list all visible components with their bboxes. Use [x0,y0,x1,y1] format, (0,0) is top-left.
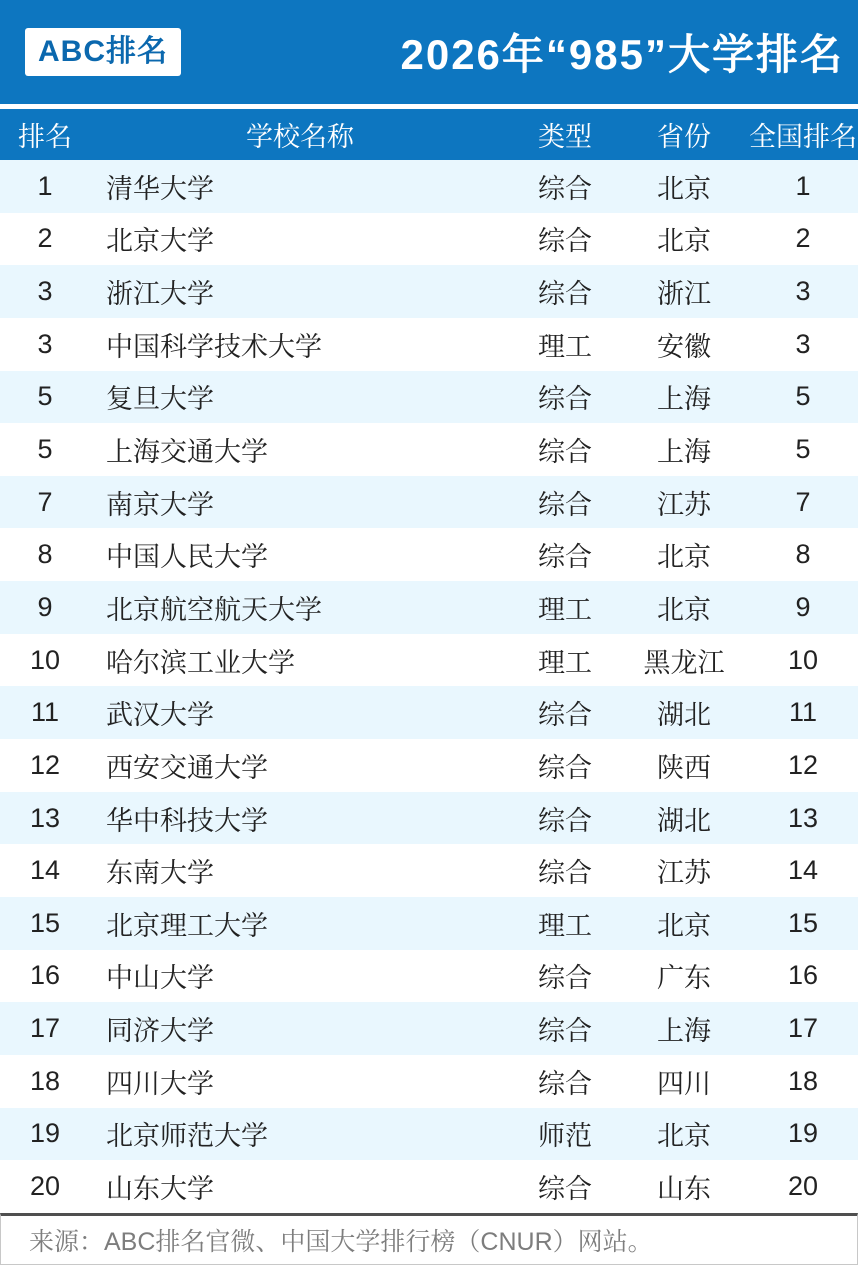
school-name-cell: 华中科技大学 [106,805,268,836]
national-rank-cell: 7 [795,486,811,517]
province-cell: 上海 [657,1016,711,1047]
province-cell: 北京 [657,173,711,204]
province-cell: 广东 [657,963,711,994]
national-rank-cell: 9 [795,591,811,622]
school-name-cell: 北京理工大学 [106,910,268,941]
table-body [0,160,858,1213]
rank-cell: 14 [29,855,61,886]
national-rank-cell: 5 [795,434,811,465]
school-name-cell: 武汉大学 [106,700,214,731]
school-name-cell: 中国人民大学 [106,542,268,573]
type-cell: 综合 [538,489,592,520]
national-rank-cell: 20 [787,1170,819,1201]
rank-cell: 3 [37,328,53,359]
province-cell: 陕西 [657,752,711,783]
province-cell: 北京 [657,594,711,625]
school-name-cell: 上海交通大学 [106,437,268,468]
national-rank-cell: 8 [795,539,811,570]
table-row [0,528,858,581]
table-row [0,739,858,792]
national-rank-cell: 3 [795,276,811,307]
type-cell: 理工 [538,647,592,678]
province-cell: 湖北 [657,805,711,836]
province-cell: 江苏 [657,489,711,520]
school-name-cell: 浙江大学 [106,279,214,310]
type-cell: 理工 [538,594,592,625]
table-row [0,686,858,739]
province-cell: 浙江 [657,279,711,310]
table-header-row [0,109,858,160]
national-rank-cell: 18 [787,1065,819,1096]
type-cell: 综合 [538,1068,592,1099]
national-rank-cell: 17 [787,1013,819,1044]
national-rank-cell: 19 [787,1118,819,1149]
table-row [0,1002,858,1055]
national-rank-cell: 13 [787,802,819,833]
province-cell: 江苏 [657,858,711,889]
type-cell: 综合 [538,226,592,257]
table-row [0,423,858,476]
type-cell: 综合 [538,700,592,731]
header-rank: 排名 [18,122,72,152]
school-name-cell: 中国科学技术大学 [106,331,322,362]
school-name-cell: 南京大学 [106,489,214,520]
rank-cell: 15 [29,907,61,938]
school-name-cell: 四川大学 [106,1068,214,1099]
national-rank-cell: 10 [787,644,819,675]
national-rank-cell: 11 [788,697,818,728]
national-rank-cell: 2 [795,223,811,254]
rank-cell: 5 [37,381,53,412]
type-cell: 理工 [538,910,592,941]
table-row [0,371,858,424]
type-cell: 综合 [538,173,592,204]
national-rank-cell: 1 [795,170,811,201]
table-row [0,160,858,213]
table-row [0,1055,858,1108]
type-cell: 综合 [538,384,592,415]
province-cell: 上海 [657,384,711,415]
school-name-cell: 北京大学 [106,226,214,257]
national-rank-cell: 5 [795,381,811,412]
rank-cell: 17 [29,1013,61,1044]
type-cell: 综合 [538,858,592,889]
type-cell: 理工 [538,331,592,362]
national-rank-cell: 15 [787,907,819,938]
type-cell: 综合 [538,963,592,994]
header-type: 类型 [538,122,592,152]
province-cell: 四川 [657,1068,711,1099]
province-cell: 北京 [657,542,711,573]
school-name-cell: 北京师范大学 [106,1121,268,1152]
rank-cell: 7 [37,486,53,517]
table-row [0,1108,858,1161]
rank-cell: 2 [37,223,53,254]
table-row [0,265,858,318]
type-cell: 师范 [538,1121,592,1152]
type-cell: 综合 [538,279,592,310]
rank-cell: 16 [29,960,61,991]
table-row [0,950,858,1003]
table-row [0,476,858,529]
rank-cell: 13 [29,802,61,833]
table-row [0,213,858,266]
province-cell: 湖北 [657,700,711,731]
banner [0,0,858,104]
school-name-cell: 西安交通大学 [106,752,268,783]
rank-cell: 8 [37,539,53,570]
type-cell: 综合 [538,1173,592,1204]
national-rank-cell: 3 [795,328,811,359]
type-cell: 综合 [538,542,592,573]
school-name-cell: 东南大学 [106,858,214,889]
rank-cell: 18 [29,1065,61,1096]
national-rank-cell: 16 [787,960,819,991]
rank-cell: 10 [29,644,61,675]
province-cell: 北京 [657,226,711,257]
table-row [0,318,858,371]
header-province: 省份 [657,122,711,152]
school-name-cell: 哈尔滨工业大学 [106,647,295,678]
rank-cell: 19 [29,1118,61,1149]
province-cell: 安徽 [657,331,711,362]
table-row [0,634,858,687]
header-name: 学校名称 [246,122,354,152]
province-cell: 山东 [657,1173,711,1204]
header-national: 全国排名 [749,122,857,152]
page-title: 2026年“985”大学排名 [400,31,844,78]
type-cell: 综合 [538,437,592,468]
rank-cell: 11 [30,697,60,728]
table-row [0,844,858,897]
province-cell: 上海 [657,437,711,468]
rank-cell: 1 [37,170,53,201]
province-cell: 黑龙江 [643,647,725,678]
province-cell: 北京 [657,1121,711,1152]
brand-logo: ABC排名 [25,28,181,76]
school-name-cell: 复旦大学 [106,384,214,415]
type-cell: 综合 [538,752,592,783]
type-cell: 综合 [538,805,592,836]
type-cell: 综合 [538,1016,592,1047]
national-rank-cell: 14 [787,855,819,886]
province-cell: 北京 [657,910,711,941]
rank-cell: 5 [37,434,53,465]
rank-cell: 3 [37,276,53,307]
school-name-cell: 清华大学 [106,173,214,204]
table-row [0,897,858,950]
rank-cell: 9 [37,591,53,622]
school-name-cell: 北京航空航天大学 [106,594,322,625]
table-row [0,1160,858,1213]
table-row [0,581,858,634]
source-note: 来源：ABC排名官微、中国大学排行榜（CNUR）网站。 [0,1213,858,1265]
rank-cell: 12 [29,749,61,780]
school-name-cell: 山东大学 [106,1173,214,1204]
table-row [0,792,858,845]
school-name-cell: 同济大学 [106,1016,214,1047]
rank-cell: 20 [29,1170,61,1201]
school-name-cell: 中山大学 [106,963,214,994]
national-rank-cell: 12 [787,749,819,780]
